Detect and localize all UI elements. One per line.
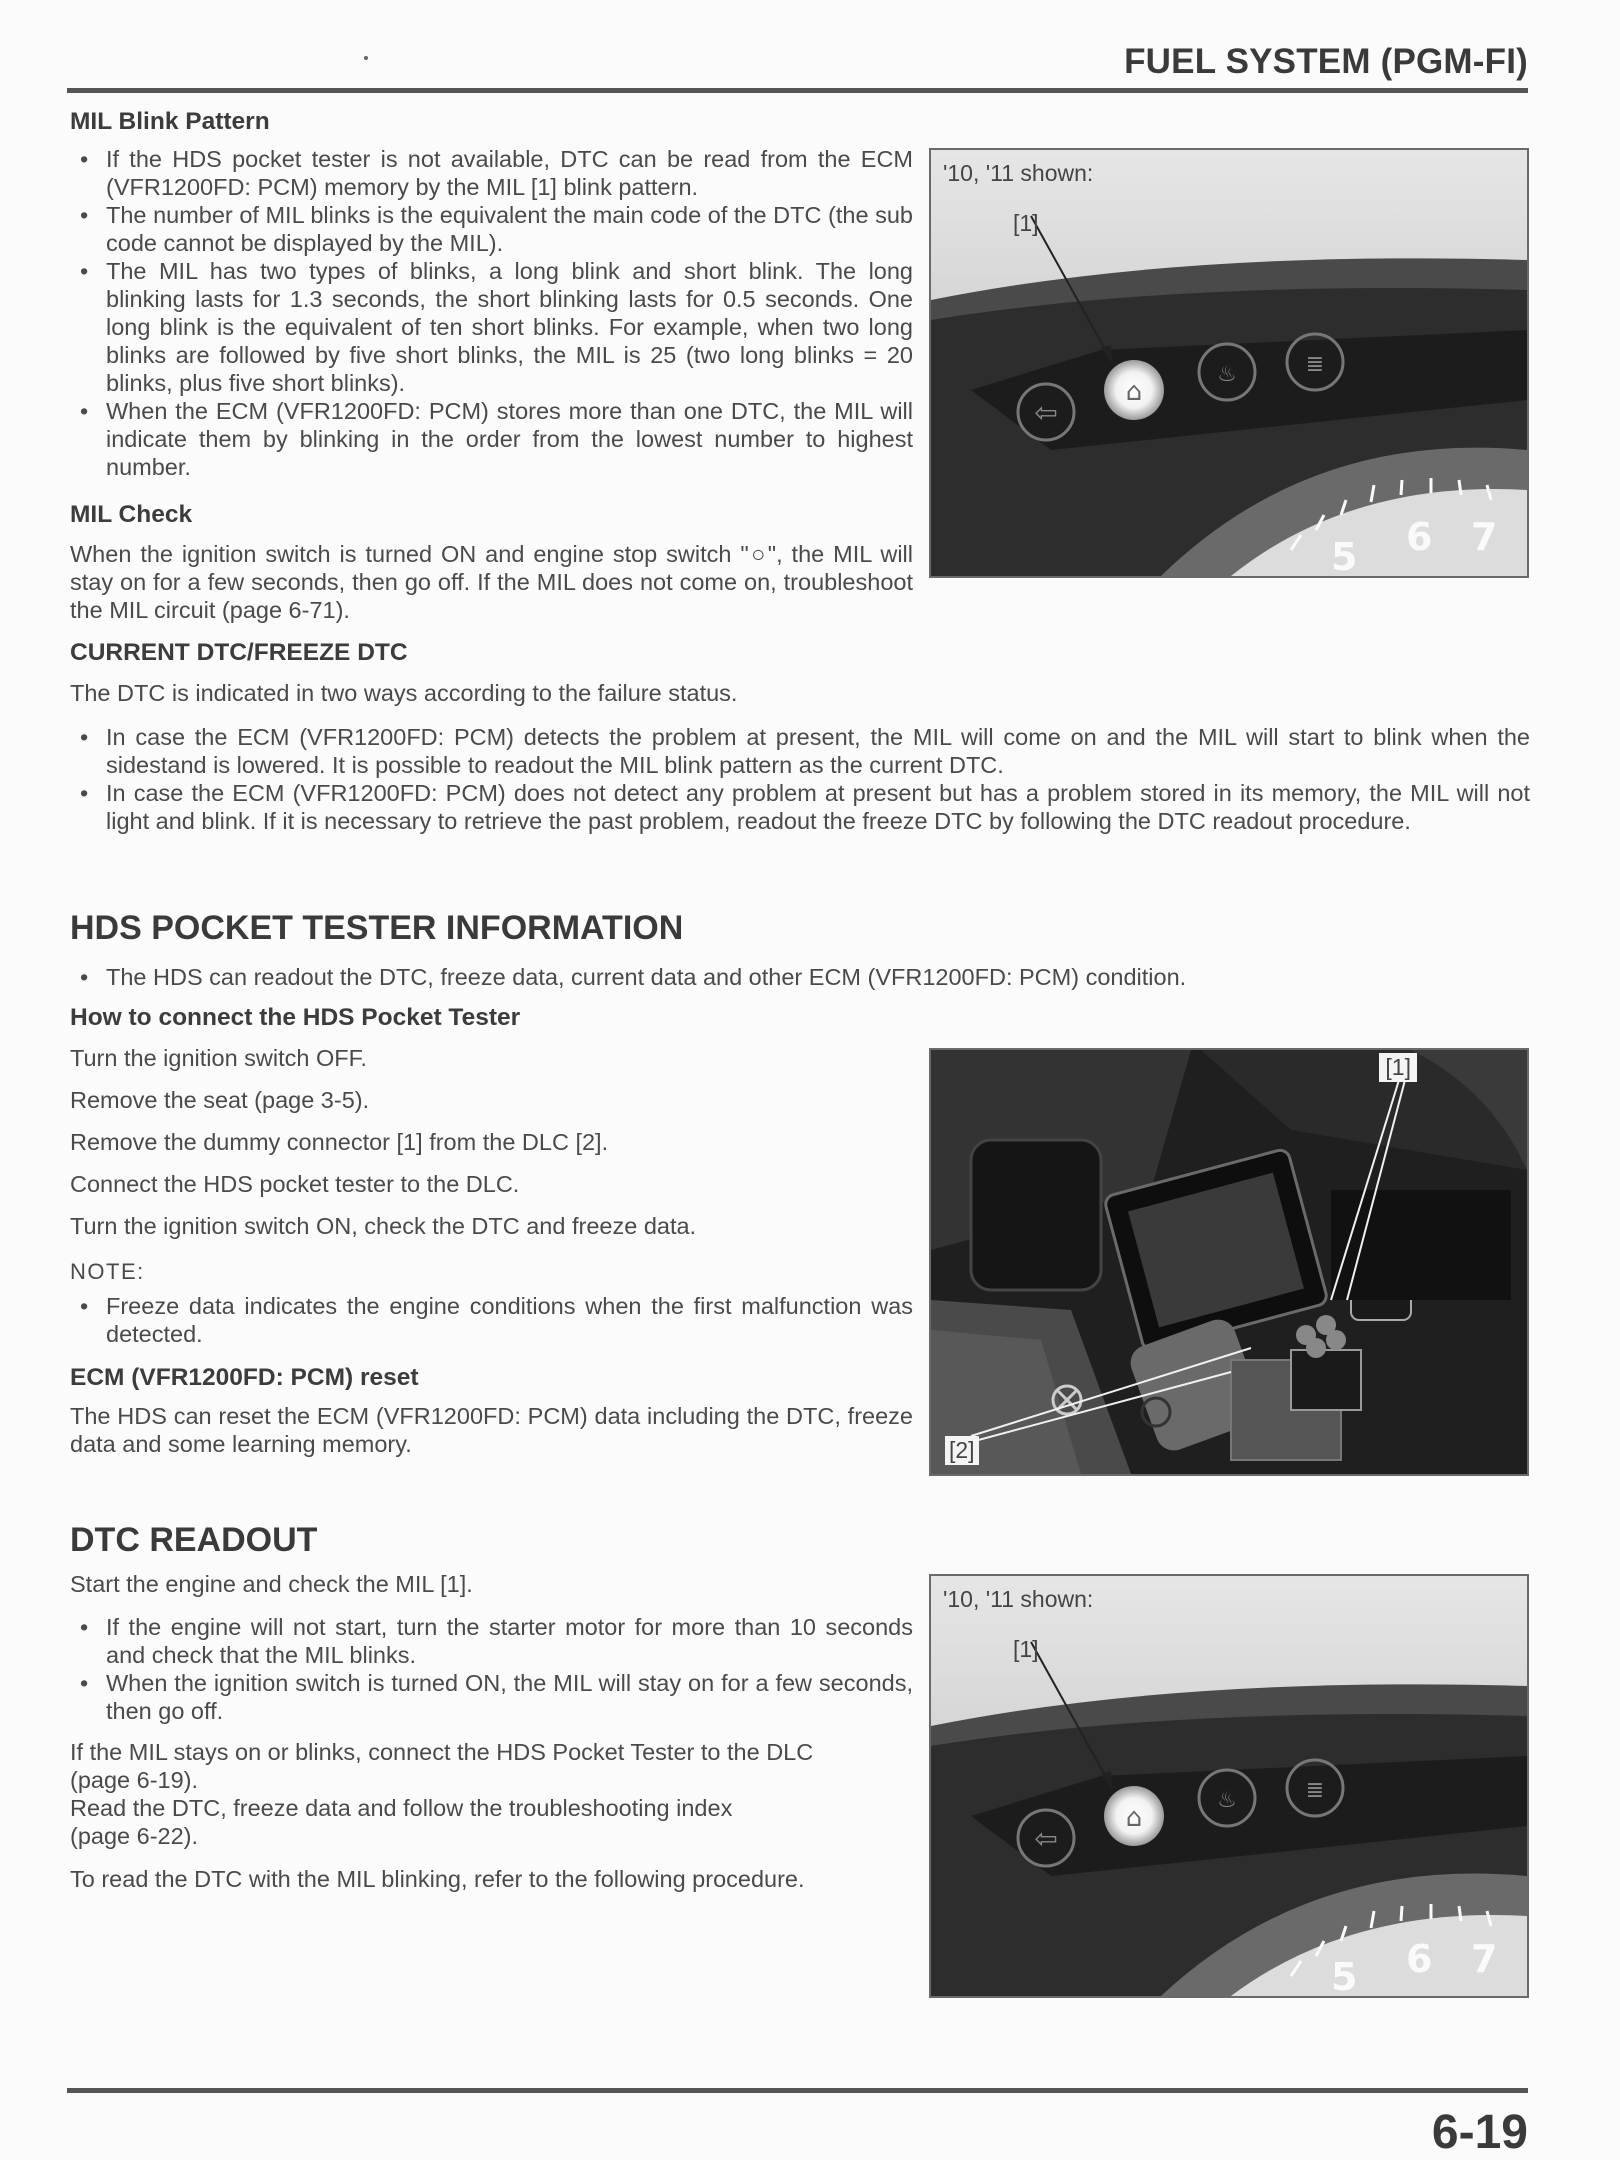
- list-item: • The number of MIL blinks is the equivalent the main code of the DTC (the sub code cannot be displayed by the MIL).: [70, 201, 913, 257]
- svg-text:⌂: ⌂: [1125, 377, 1143, 407]
- list-item: • When the ECM (VFR1200FD: PCM) stores more than one DTC, the MIL will indicate them by blinking in the order from the lowest number to highest number.: [70, 397, 913, 481]
- step-text: Connect the HDS pocket tester to the DLC.: [70, 1171, 520, 1197]
- tach-number: 6: [1406, 515, 1433, 559]
- dtc-readout-para2: To read the DTC with the MIL blinking, refer to the following procedure.: [70, 1866, 805, 1892]
- list-item: • Freeze data indicates the engine conditions when the first malfunction was detected.: [70, 1292, 913, 1348]
- dtc-readout-list: [70, 1613, 913, 1725]
- figure-instrument-panel-1: [929, 148, 1529, 578]
- tach-number: 5: [1331, 535, 1358, 576]
- step-text: Turn the ignition switch OFF.: [70, 1045, 367, 1071]
- svg-text:♨: ♨: [1217, 1788, 1237, 1813]
- callout-label: [2]: [945, 1436, 979, 1465]
- tach-number: 5: [1331, 1955, 1358, 1996]
- note-label: NOTE:: [70, 1259, 145, 1284]
- text-line: (page 6-22).: [70, 1823, 199, 1849]
- svg-text:⇦: ⇦: [1034, 396, 1058, 429]
- scan-dot: [364, 56, 368, 60]
- current-dtc-list: [70, 723, 1530, 835]
- svg-text:⌂: ⌂: [1125, 1803, 1143, 1833]
- tach-number: 6: [1406, 1937, 1433, 1981]
- reset-heading: ECM (VFR1200FD: PCM) reset: [70, 1364, 419, 1391]
- step-text: Remove the dummy connector [1] from the DLC [2].: [70, 1129, 609, 1155]
- dtc-readout-intro: Start the engine and check the MIL [1].: [70, 1571, 473, 1597]
- svg-text:♨: ♨: [1217, 362, 1237, 387]
- dlc-photo-illustration: [931, 1050, 1527, 1474]
- section-title: FUEL SYSTEM (PGM-FI): [1124, 42, 1528, 81]
- text-line: Read the DTC, freeze data and follow the troubleshooting index: [70, 1795, 733, 1821]
- step-text: Turn the ignition switch ON, check the DTC and freeze data.: [70, 1213, 697, 1239]
- hds-heading: HDS POCKET TESTER INFORMATION: [70, 909, 684, 947]
- figure-caption: '10, '11 shown:: [943, 160, 1094, 186]
- svg-text:≣: ≣: [1305, 352, 1325, 377]
- callout-label: [1]: [1013, 210, 1039, 236]
- svg-text:⇦: ⇦: [1034, 1822, 1058, 1855]
- list-item: • When the ignition switch is turned ON, the MIL will stay on for a few seconds, then go off.: [70, 1669, 913, 1725]
- callout-label: [1]: [1013, 1636, 1039, 1662]
- list-item: • The MIL has two types of blinks, a long blink and short blink. The long blinking lasts for 1.3 seconds, the short blinking lasts for 0.5 seconds. One long blink is the equivalent of ten short blinks. For example, when two long blinks are followed by five short blinks, the MIL is 25 (two long blinks = 20 blinks, plus five short blinks).: [70, 257, 913, 397]
- tach-number: 7: [1471, 515, 1498, 559]
- hds-list: [70, 963, 1530, 991]
- reset-text: The HDS can reset the ECM (VFR1200FD: PCM) data including the DTC, freeze data and some learning memory.: [70, 1403, 913, 1457]
- text-line: (page 6-19).: [70, 1767, 199, 1793]
- mil-check-text: When the ignition switch is turned ON and engine stop switch "○", the MIL will stay on for a few seconds, then go off. If the MIL does not come on, troubleshoot the MIL circuit (page 6-71).: [70, 541, 913, 623]
- footer-rule: [67, 2088, 1528, 2093]
- mil-blink-list: [70, 145, 913, 481]
- svg-text:≣: ≣: [1305, 1778, 1325, 1803]
- figure-dlc-photo: [929, 1048, 1529, 1476]
- mil-check-heading: MIL Check: [70, 501, 193, 528]
- list-item: • In case the ECM (VFR1200FD: PCM) does not detect any problem at present but has a problem stored in its memory, the MIL will not light and blink. If it is necessary to retrieve the past problem, readout the freeze DTC by following the DTC readout procedure.: [70, 779, 1530, 835]
- page-number: 6-19: [1431, 2106, 1528, 2159]
- text-line: If the MIL stays on or blinks, connect the HDS Pocket Tester to the DLC: [70, 1739, 814, 1765]
- list-item: • In case the ECM (VFR1200FD: PCM) detects the problem at present, the MIL will come on and the MIL will start to blink when the sidestand is lowered. It is possible to readout the MIL blink pattern as the current DTC.: [70, 723, 1530, 779]
- current-dtc-heading: CURRENT DTC/FREEZE DTC: [70, 639, 408, 666]
- header-rule: [67, 88, 1528, 93]
- list-item: • If the engine will not start, turn the starter motor for more than 10 seconds and check that the MIL blinks.: [70, 1613, 913, 1669]
- hds-connect-heading: How to connect the HDS Pocket Tester: [70, 1004, 521, 1031]
- list-item: • The HDS can readout the DTC, freeze data, current data and other ECM (VFR1200FD: PCM) condition.: [70, 963, 1530, 991]
- figure-instrument-panel-2: [929, 1574, 1529, 1998]
- figure-caption: '10, '11 shown:: [943, 1586, 1094, 1612]
- dtc-readout-heading: DTC READOUT: [70, 1521, 318, 1559]
- note-list: [70, 1292, 913, 1348]
- callout-label: [1]: [1379, 1053, 1417, 1082]
- list-item: • If the HDS pocket tester is not available, DTC can be read from the ECM (VFR1200FD: PCM) memory by the MIL [1] blink pattern.: [70, 145, 913, 201]
- tach-number: 7: [1471, 1937, 1498, 1981]
- current-dtc-intro: The DTC is indicated in two ways according to the failure status.: [70, 680, 738, 706]
- dtc-readout-para: [70, 1738, 970, 1850]
- mil-blink-heading: MIL Blink Pattern: [70, 108, 270, 135]
- step-text: Remove the seat (page 3-5).: [70, 1087, 370, 1113]
